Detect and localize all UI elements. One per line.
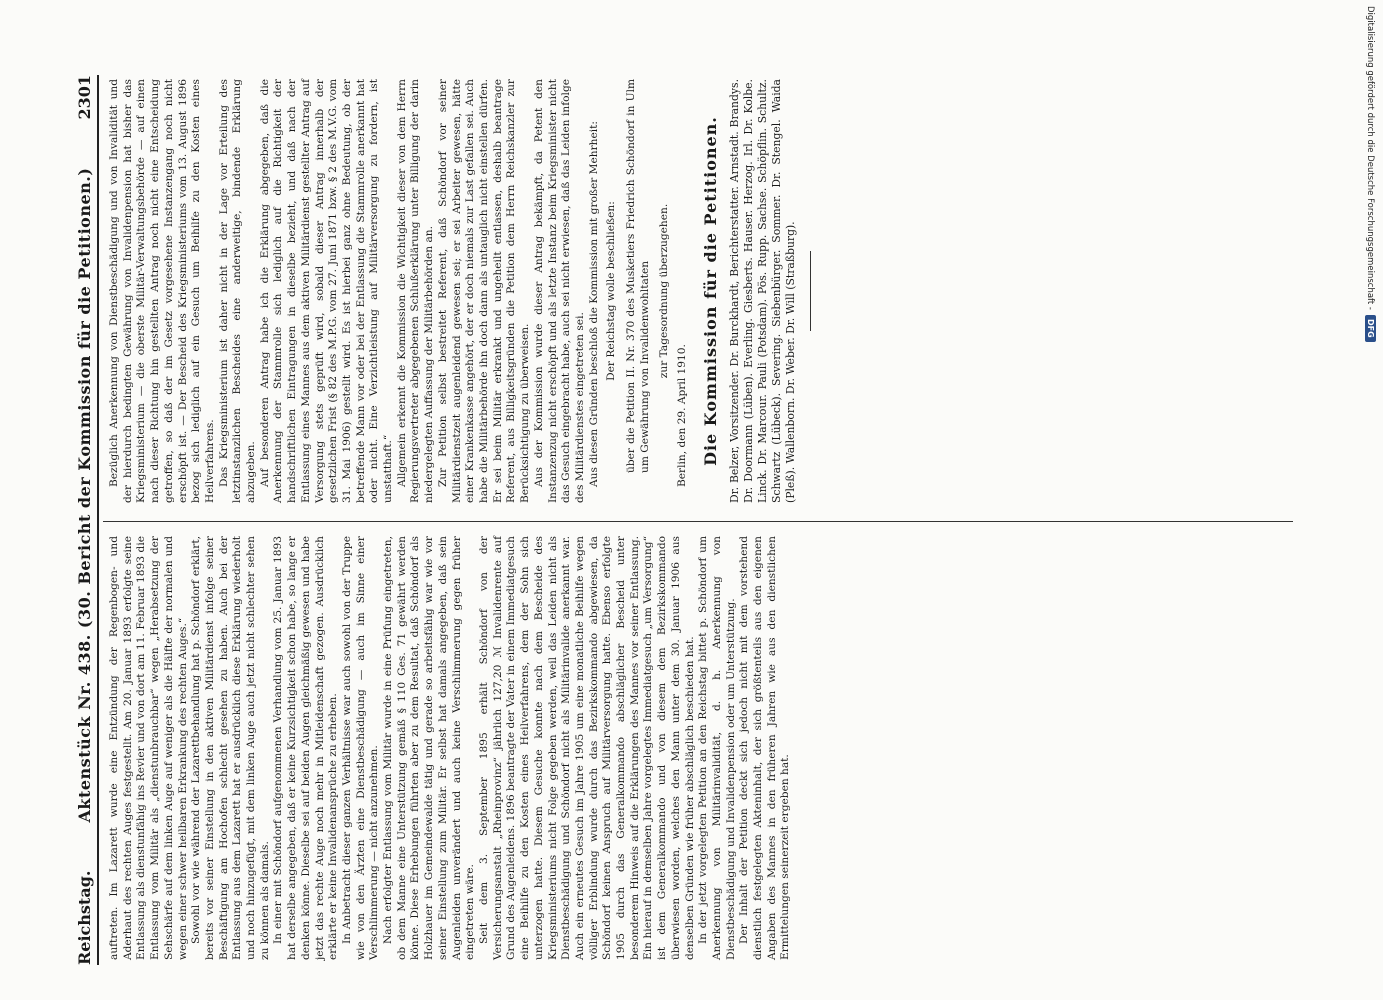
paragraph: Aus diesen Gründen beschloß die Kommission mit großer Mehrheit:: [587, 121, 600, 487]
page-number: 2301: [75, 75, 94, 120]
right-column: [108, 79, 811, 503]
paragraph: In Anbetracht dieser ganzen Verhältnisse war auch sowohl von der Truppe wie von den Ärzten eine Dienstbeschädigung — auch im Sinne einer Verschlimmerung — nicht anzunehmen.: [340, 536, 381, 960]
paragraph: Der Inhalt der Petition deckt sich jedoch nicht mit dem vorstehend dienstlich festgelegten Akteninhalt, der sich größtenteils aus den eigenen Angaben des Mannes in den früheren Jahren wie aus den dienstlichen Ermittelungen seinerzeit ergeben hat.: [738, 536, 792, 960]
commission-title: Die Kommission für die Petitionen.: [700, 116, 720, 466]
rotated-page: [50, 75, 1310, 965]
paragraph: In einer mit Schöndorf aufgenommenen Verhandlung vom 25. Januar 1893 hat derselbe angegeben, daß er keine Kurzsichtigkeit schon habe, so lange er denken könne. Dieselbe sei auf beiden Augen gleichmäßig gewesen und habe jetzt das rechte Auge noch mehr in Mitleidenschaft gezogen. Ausdrücklich erklärte er keine Invalidenansprüche zu erheben.: [272, 536, 340, 960]
resolution-end: zur Tagesordnung überzugehen.: [658, 203, 671, 379]
header-rule: [97, 75, 99, 965]
date-line: Berlin, den 29. April 1910.: [676, 344, 689, 487]
paragraph: Seit dem 3. September 1895 erhält Schöndorf von der Versicherungsanstalt „Rheinprovinz“ jährlich 127,20 ℳ Invalidenrente auf Grund des Augenleidens. 1896 beantragte der Vater in einem Immediatgesuch eine Beihilfe zu den Kosten eines Heilverfahrens, dem der Sohn sich unterzogen hatte. Diesem Gesuche konnte nach dem Bescheide des Kriegsministeriums nicht Folge gegeben werden, weil das Leiden nicht als Dienstbeschädigung und Schöndorf nicht als Militärinvalide anerkannt war. Auch ein erneutes Gesuch im Jahre 1905 um eine monatliche Beihilfe wegen völliger Erblindung wurde durch das Bezirkskommando abgewiesen, da Schöndorf keinen Anspruch auf Militärversorgung hatte. Ebenso erfolgte 1905 durch das Generalkommando abschläglicher Bescheid unter besonderem Hinweis auf die Erklärungen des Mannes vor seiner Entlassung. Ein hierauf in demselben Jahre vorgelegtes Immediatgesuch „um Versorgung“ ist dem Generalkommando und von diesem dem Bezirkskommando überwiesen worden, welches den Mann unter dem 30. Januar 1906 aus denselben Gründen wie früher abschläglich beschieden hat.: [477, 536, 696, 960]
side-credit-text: Digitalisierung gefördert durch die Deutsche Forschungsgemeinschaft -: [1365, 6, 1376, 310]
motion-intro: Der Reichstag wolle beschließen:: [605, 201, 618, 381]
paragraph: Nach erfolgter Entlassung vom Militär wurde in eine Prüfung eingetreten, ob dem Manne eine Unterstützung gemäß § 110 Ges. 71 gewährt werden könne. Diese Erhebungen führten aber zu dem Resultat, daß Schöndorf als Holzhauer im Gemeindewalde tätig und gerade so arbeitsfähig war wie vor seiner Einstellung zum Militär. Er selbst hat damals angegeben, daß sein Augenleiden unverändert und auch keine Verschlimmerung gegen früher eingetreten wäre.: [382, 536, 477, 960]
closing-rule: [810, 251, 811, 331]
paragraph: Bezüglich Anerkennung von Dienstbeschädigung und von Invalidität und der hierdurch bedingten Gewährung von Invalidenpension hat bisher das Kriegsministerium — die oberste Militär-Verwaltungsbehörde — auf einen nach dieser Richtung hin gestellten Antrag noch nicht eine Entscheidung getroffen, so daß der im Gesetz vorgesehene Instanzengang noch nicht erschöpft ist. — Der Bescheid des Kriegsministeriums vom 13. August 1896 bezog sich lediglich auf ein Gesuch um Beihilfe zu den Kosten eines Heilverfahrens.: [108, 79, 216, 503]
paragraph: In der jetzt vorgelegten Petition an den Reichstag bittet p. Schöndorf um Anerkennung von Militärinvalidität, d. h. Anerkennung von Dienstbeschädigung und Invalidenpension oder um Unterstützung.: [697, 536, 737, 960]
paragraph: auftreten. Im Lazarett wurde eine Entzündung der Regenbogen- und Aderhaut des rechten Auges festgestellt. Am 20. Januar 1893 erfolgte seine Entlassung als dienstunfähig ins Revier und von dort am 11. Februar 1893 die Entlassung vom Militär als „dienstunbrauchbar“ wegen „Herabsetzung der Sehschärfe auf dem linken Auge auf weniger als die Hälfte der normalen und wegen einer schwer heilbaren Erkrankung des rechten Auges.“: [108, 536, 189, 960]
paragraph: Auf besonderen Antrag habe ich die Erklärung abgegeben, daß die Anerkennung der Stammrolle sich lediglich auf die Richtigkeit der handschriftlichen Eintragungen in dieselbe bezieht, und daß nach der Entlassung eines Mannes aus dem aktiven Militärdienst gestellter Antrag auf Versorgung stets geprüft wird, sobald dieser Antrag innerhalb der gesetzlichen Frist (§ 82 des M.P.G. vom 27. Juni 1871 bzw. § 2 des M.V.G. vom 31. Mai 1906) gestellt wird. Es ist hierbei ganz ohne Bedeutung, ob der betreffende Mann vor oder bei der Entlassung die Stammrolle anerkannt hat oder nicht. Eine Verzichtleistung auf Militärversorgung zu fordern, ist unstatthaft.“: [258, 79, 395, 503]
page-header: [50, 75, 94, 965]
member-list: Dr. Belzer, Vorsitzender. Dr. Burckhardt, Berichterstatter. Arnstadt. Brandys. Dr. Doormann (Lüben). Everling. Giesberts. Hauser. Herzog. Irl. Dr. Kolbe. Linck. Dr. Marcour. Pauli (Potsdam). Pös. Rupp. Sachse. Schöpflin. Schultz. Schwartz (Lübeck). Severing. Siebenbürger. Sommer. Dr. Stengel. Waida (Pleß). Wallenborn. Dr. Weber. Dr. Will (Straßburg).: [727, 79, 797, 503]
side-credit: [1365, 6, 1376, 342]
paragraph: Zur Petition selbst bestreitet Referent, daß Schöndorf vor seiner Militärdienstzeit augenleidend gewesen sei; er sei Arbeiter gewesen, hätte einer Krankenkasse angehört, der er doch niemals zur Last gefallen sei. Auch habe die Militärbehörde ihn doch dann als untauglich nicht einstellen dürfen. Er sei beim Militär erkrankt und ungeheilt entlassen, deshalb beantrage Referent, aus Billigkeitsgründen die Petition dem Herrn Reichskanzler zur Berücksichtigung zu überweisen.: [436, 79, 532, 503]
column-divider: [103, 521, 1293, 522]
header-title: Aktenstück Nr. 438. (30. Bericht der Kommission für die Petitionen.): [75, 167, 94, 823]
paragraph: Das Kriegsministerium ist daher nicht in der Lage vor Erteilung des letztinstanzlichen Bescheides eine anderweitige, bindende Erklärung abzugeben.: [217, 79, 258, 503]
resolution-text: über die Petition II. Nr. 370 des Musketiers Friedrich Schöndorf in Ulm um Gewährung von Invalidenwohltaten: [625, 79, 651, 473]
paragraph: Aus der Kommission wurde dieser Antrag bekämpft, da Petent den Instanzenzug nicht erschöpft und als letzte Instanz beim Kriegsminister nicht das Gesuch eingebracht habe, auch sei nicht erwiesen, daß das Leiden infolge des Militärdienstes eingetreten sei.: [532, 79, 586, 503]
paragraph: Sowohl vor wie während der Lazarettbehandlung hat p. Schöndorf erklärt, bereits vor seiner Einstellung in den aktiven Militärdienst infolge seiner Beschäftigung am Hochofen schlecht gesehen zu haben. Auch bei der Entlassung aus dem Lazarett hat er ausdrücklich diese Erklärung wiederholt und noch hinzugefügt, mit dem linken Auge auch jetzt nicht schlechter sehen zu können als damals.: [190, 536, 271, 960]
header-left: Reichstag.: [75, 870, 94, 965]
dfg-logo-icon: DFG: [1365, 315, 1376, 342]
left-column: [108, 536, 793, 960]
paragraph: Allgemein erkennt die Kommission die Wichtigkeit dieser von dem Herrn Regierungsvertreter abgegebenen Schlußerklärung unter Billigung der darin niedergelegten Auffassung der Militärbehörden an.: [395, 79, 436, 503]
